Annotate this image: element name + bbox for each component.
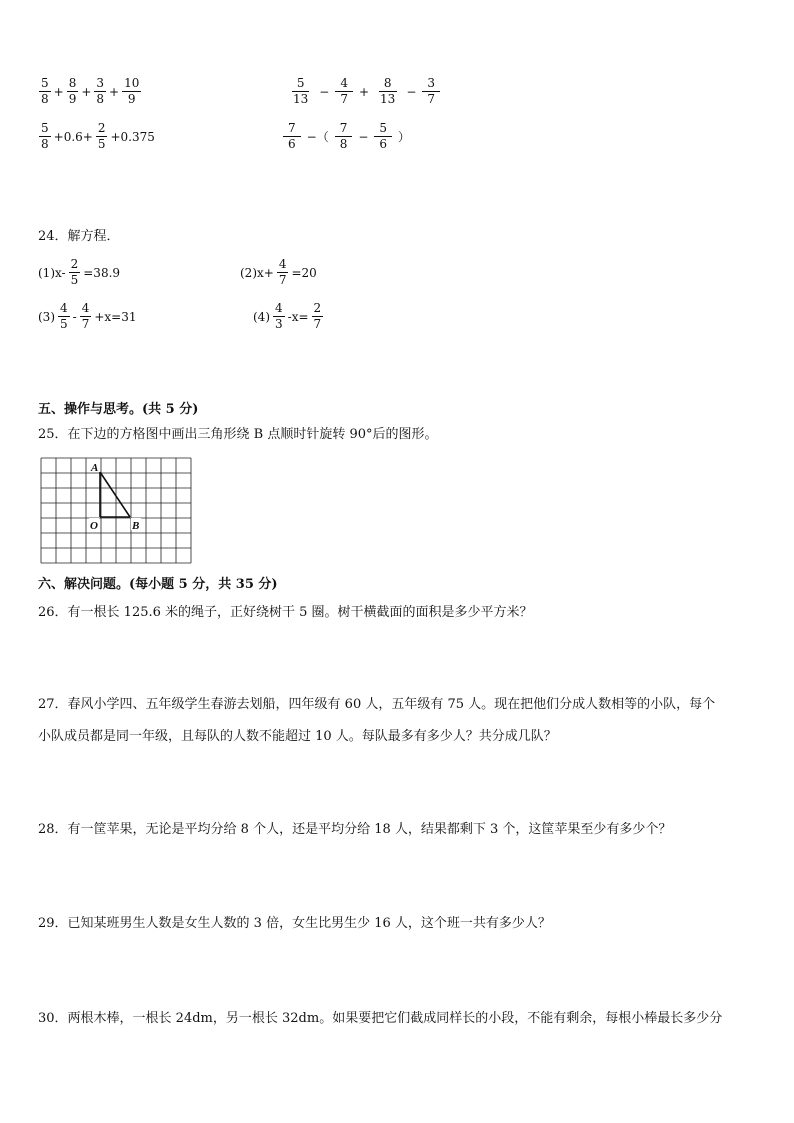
question-26: 26．有一根长 125.6 米的绳子，正好绕树干 5 圈。树干横截面的面积是多少平方米？ bbox=[38, 605, 533, 620]
calc-expression-1: $\frac{5}{8}$ + $\frac{8}{9}$ + $\frac{3}{8}$ + $\frac{10}{9}$ bbox=[41, 76, 140, 106]
equation-4: (4) $\frac{4}{3}$ -x= $\frac{2}{7}$ bbox=[253, 301, 322, 331]
question-29: 29．已知某班男生人数是女生人数的 3 倍，女生比男生少 16 人，这个班一共有多少人？ bbox=[38, 916, 551, 931]
question-27-line-2: 小队成员都是同一年级，且每队的人数不能超过 10 人。每队最多有多少人？共分成几队？ bbox=[38, 729, 557, 744]
equation-1: (1)x- $\frac{2}{5}$ =38.9 bbox=[38, 257, 121, 287]
equation-2: (2)x+ $\frac{4}{7}$ =20 bbox=[240, 257, 317, 287]
grid-figure bbox=[40, 457, 193, 565]
calc-expression-3: $\frac{5}{8}$ +0.6+ $\frac{2}{5}$ +0.375 bbox=[41, 121, 155, 151]
calc-expression-2: $\frac{5}{13}$ − $\frac{4}{7}$ + $\frac{8}{13}$ − $\frac{3}{7}$ bbox=[287, 76, 441, 107]
calc-expression-4: $\frac{7}{6}$ −（ $\frac{7}{8}$ − $\frac{5}{6}$ ） bbox=[282, 121, 415, 152]
point-label-b: B bbox=[132, 520, 140, 532]
question-30: 30．两根木棒，一根长 24dm，另一根长 32dm。如果要把它们截成同样长的小段，不能有剩余，每根小棒最长多少分 bbox=[38, 1011, 723, 1026]
question-28: 28．有一筐苹果，无论是平均分给 8 个人，还是平均分给 18 人，结果都剩下 3 个，这筐苹果至少有多少个？ bbox=[38, 822, 672, 837]
equation-3: (3) $\frac{4}{5}$ - $\frac{4}{7}$ +x=31 bbox=[38, 301, 137, 331]
point-label-o: O bbox=[90, 520, 98, 532]
grid-lines bbox=[41, 458, 191, 563]
section-5-heading: 五、操作与思考。(共 5 分) bbox=[38, 402, 199, 417]
question-27-line-1: 27．春风小学四、五年级学生春游去划船，四年级有 60 人，五年级有 75 人。现在把他们分成人数相等的小队，每个 bbox=[38, 697, 716, 712]
question-25: 25．在下边的方格图中画出三角形绕 B 点顺时针旋转 90°后的图形。 bbox=[38, 427, 438, 442]
section-6-heading: 六、解决问题。(每小题 5 分，共 35 分) bbox=[38, 577, 278, 592]
triangle-side-ab bbox=[100, 472, 130, 517]
point-label-a: A bbox=[91, 462, 99, 474]
question-24-title: 24．解方程． bbox=[38, 229, 120, 244]
